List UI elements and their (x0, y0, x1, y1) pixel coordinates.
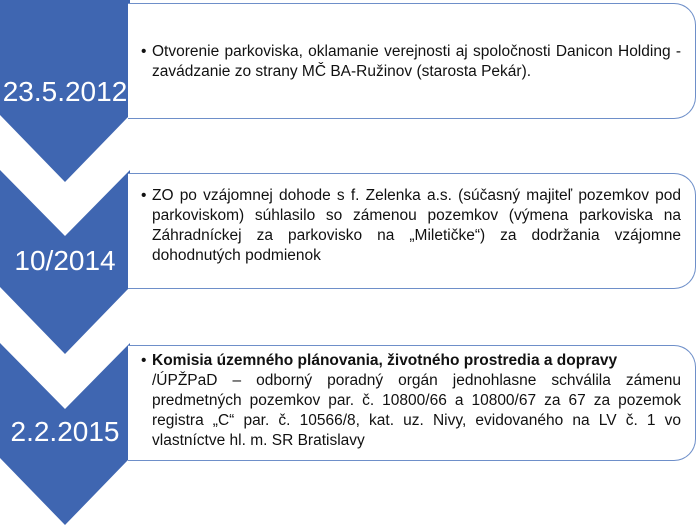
bullet-icon: • (141, 187, 147, 204)
step-2-text: ZO po vzájomnej dohode s f. Zelenka a.s. (súčasný majiteľ pozemkov pod parkoviskom) súhlasilo so zámenou pozemkov (výmena parkoviska na Záhradníckej za parkovisko na „Miletičke“) za dodržania vzájomne dohodnutých podmienok (152, 187, 681, 264)
step-card-3 (128, 345, 696, 461)
step-3-text: /ÚPŽPaD – odborný poradný orgán jednohlasne schválila zámenu predmetných pozemkov par. č. 10800/66 a 10800/67 za 67 za pozemok registra „C“ par. č. 10566/8, kat. uz. Nivy, evidovaného na LV č. 1 vo vlastníctve hl. m. SR Bratislavy (152, 372, 681, 449)
step-3-item (128, 351, 695, 451)
step-1-text: Otvorenie parkoviska, oklamanie verejnosti aj spoločnosti Danicon Holding - zavádzanie zo strany MČ BA-Ružinov (starosta Pekár). (152, 43, 681, 80)
bullet-icon: • (141, 43, 147, 60)
date-label-1: 23.5.2012 (2, 76, 128, 107)
step-1-item (128, 42, 695, 82)
step-3-title: Komisia územného plánovania, životného prostredia a dopravy (152, 352, 618, 369)
step-card-1 (128, 3, 696, 119)
date-label-3: 2.2.2015 (10, 416, 120, 447)
step-2-item (128, 186, 695, 266)
bullet-icon: • (141, 352, 147, 369)
step-card-2 (128, 173, 696, 289)
date-label-2: 10/2014 (14, 245, 116, 276)
